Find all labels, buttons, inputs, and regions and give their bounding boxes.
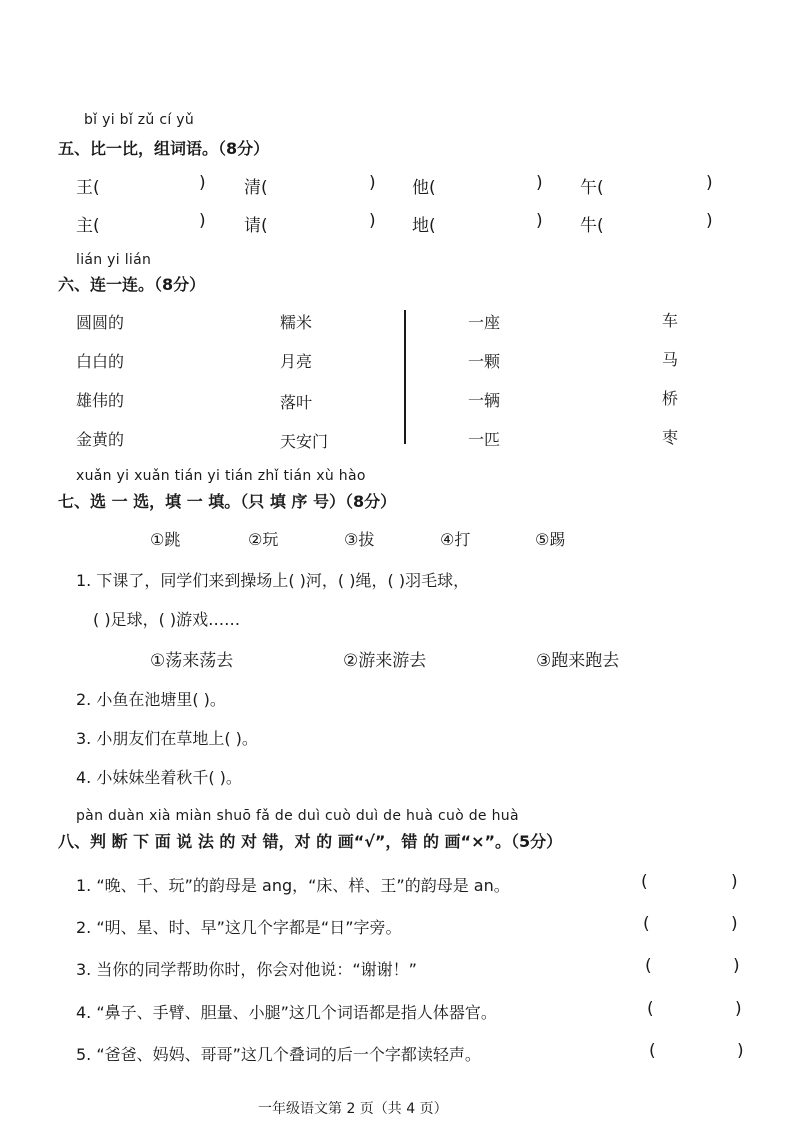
judgment-item: 5. “爸爸、妈妈、哥哥”这几个叠词的后一个字都读轻声。: [76, 1045, 481, 1064]
answer-paren-close[interactable]: ): [731, 914, 738, 934]
match-adjective[interactable]: 圆圆的: [76, 313, 125, 332]
answer-paren-open[interactable]: (: [643, 914, 650, 934]
fill-blank[interactable]: 他(: [412, 178, 436, 198]
paren-close: ): [369, 211, 376, 231]
match-measure-word[interactable]: 一座: [468, 313, 501, 332]
section7-pinyin: xuǎn yi xuǎn tián yi tián zhǐ tián xù hào: [76, 468, 366, 484]
paren-close: ): [536, 173, 543, 193]
option-item: ⑤踢: [535, 530, 566, 549]
match-object[interactable]: 枣: [662, 428, 679, 447]
match-adjective[interactable]: 雄伟的: [76, 391, 125, 410]
option-item: ②游来游去: [343, 651, 427, 671]
match-noun[interactable]: 落叶: [280, 393, 313, 412]
section6-title: 六、连一连。（8分）: [58, 275, 206, 294]
judgment-item: 4. “鼻子、手臂、胆量、小腿”这几个词语都是指人体器官。: [76, 1003, 497, 1022]
match-object[interactable]: 车: [662, 311, 679, 330]
page-footer: 一年级语文第 2 页（共 4 页）: [258, 1101, 448, 1117]
paren-close: ): [199, 173, 206, 193]
question-3[interactable]: 3. 小朋友们在草地上( )。: [76, 729, 258, 748]
match-measure-word[interactable]: 一颗: [468, 352, 501, 371]
fill-blank[interactable]: 主(: [76, 216, 100, 236]
fill-blank[interactable]: 地(: [412, 216, 436, 236]
column-divider: [404, 310, 406, 444]
match-object[interactable]: 马: [662, 350, 679, 369]
paren-close: ): [199, 211, 206, 231]
judgment-item: 3. 当你的同学帮助你时，你会对他说：“谢谢！”: [76, 960, 417, 979]
judgment-item: 1. “晚、千、玩”的韵母是 ang，“床、样、王”的韵母是 an。: [76, 876, 510, 895]
fill-blank[interactable]: 王(: [76, 178, 100, 198]
section6-pinyin: lián yi lián: [76, 252, 152, 268]
question-2[interactable]: 2. 小鱼在池塘里( )。: [76, 690, 226, 709]
option-item: ①荡来荡去: [150, 651, 234, 671]
paren-close: ): [369, 173, 376, 193]
option-item: ①跳: [150, 530, 181, 549]
answer-paren-open[interactable]: (: [645, 956, 652, 976]
answer-paren-close[interactable]: ): [735, 999, 742, 1019]
fill-blank[interactable]: 午(: [580, 178, 604, 198]
match-adjective[interactable]: 白白的: [76, 352, 125, 371]
match-object[interactable]: 桥: [662, 389, 679, 408]
match-adjective[interactable]: 金黄的: [76, 430, 125, 449]
option-item: ③拔: [344, 530, 375, 549]
match-measure-word[interactable]: 一辆: [468, 391, 501, 410]
section7-title: 七、选 一 选，填 一 填。（只 填 序 号）（8分）: [58, 492, 397, 511]
paren-close: ): [536, 211, 543, 231]
match-noun[interactable]: 天安门: [280, 432, 329, 451]
answer-paren-open[interactable]: (: [641, 872, 648, 892]
answer-paren-open[interactable]: (: [649, 1041, 656, 1061]
answer-paren-close[interactable]: ): [731, 872, 738, 892]
fill-blank[interactable]: 请(: [244, 216, 268, 236]
section5-title: 五、比一比，组词语。（8分）: [58, 139, 270, 158]
answer-paren-close[interactable]: ): [733, 956, 740, 976]
answer-paren-close[interactable]: ): [737, 1041, 744, 1061]
option-item: ③跑来跑去: [536, 651, 620, 671]
answer-paren-open[interactable]: (: [647, 999, 654, 1019]
section5-pinyin: bǐ yi bǐ zǔ cí yǔ: [84, 112, 195, 128]
paren-close: ): [706, 211, 713, 231]
question-1-line-1[interactable]: 1. 下课了，同学们来到操场上( )河，( )绳，( )羽毛球，: [76, 571, 470, 590]
match-measure-word[interactable]: 一匹: [468, 430, 501, 449]
fill-blank[interactable]: 清(: [244, 178, 268, 198]
option-item: ②玩: [248, 530, 279, 549]
section8-title: 八、判 断 下 面 说 法 的 对 错，对 的 画“√”，错 的 画“×”。（5分）: [58, 832, 563, 851]
match-noun[interactable]: 糯米: [280, 313, 313, 332]
question-4[interactable]: 4. 小妹妹坐着秋千( )。: [76, 768, 242, 787]
paren-close: ): [706, 173, 713, 193]
question-1-line-2[interactable]: ( )足球，( )游戏……: [93, 610, 241, 629]
option-item: ④打: [440, 530, 471, 549]
fill-blank[interactable]: 牛(: [580, 216, 604, 236]
section8-pinyin: pàn duàn xià miàn shuō fǎ de duì cuò duì de huà cuò de huà: [76, 808, 519, 824]
match-noun[interactable]: 月亮: [280, 352, 313, 371]
judgment-item: 2. “明、星、时、早”这几个字都是“日”字旁。: [76, 918, 402, 937]
